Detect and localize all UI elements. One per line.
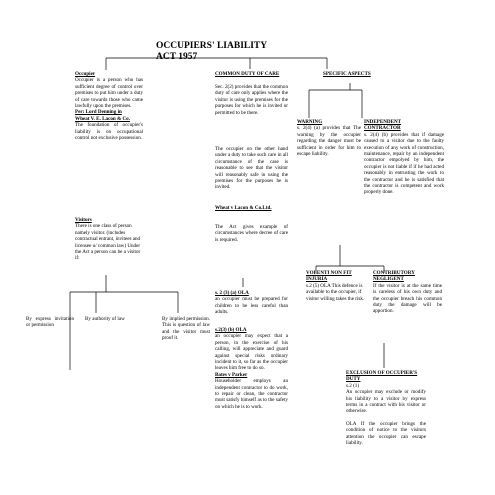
ola-calling-heading: s.2(3) (b) OLA [215, 327, 247, 333]
ola-children-heading: s. 2 (3) (a) OLA [215, 290, 249, 296]
title-line1: OCCUPIERS' LIABILITY [156, 41, 268, 51]
occupier-heading: Occupier [75, 71, 96, 77]
visitors-opt2: By authority of law [85, 316, 125, 322]
ola-children-section [215, 290, 288, 316]
exclusion-section [346, 370, 426, 446]
exclusion-body2: OLA If the occupier brings the condition of notice to the visitors attention the occupier can escape liability. [346, 420, 426, 447]
warning-heading: WARNING [297, 119, 323, 125]
exclusion-heading-line2: DUTY [346, 376, 361, 383]
occupier-body: Occupier is a person who has sufficient degree of control over premises to put him under a duty of care towards those who came lawfully upon the premises. [75, 77, 143, 110]
exclusion-heading-line1: EXCLUSION OF OCCUPIER'S [346, 370, 418, 376]
ola-calling-body: an occupier may expect that a person, in the exercise of his calling, will appreciate and guard against special risks ordinary incident to it, so far as the occupier leaves him free to do so. [215, 333, 288, 372]
common-duty-p3: The Act gives example of circumstances where decree of care is required. [215, 224, 288, 243]
common-duty-p2: The occupier on the other hand under a duty to take such care in all circumstance of the case is reasonable to see that the visitor will reasonably safe in using the premises for the purposes he is invited. [215, 146, 288, 191]
common-duty-case: Wheat v Lacon & Co.Ltd. [215, 205, 272, 211]
contributory-section [373, 270, 442, 315]
visitors-opt3: By implied permission. This is question of law and the visitor must proof it. [162, 316, 210, 342]
contributory-heading-line2: NEGLIGENT [373, 276, 404, 283]
volenti-body: s.2 (5) OLA This defence is available to the occupier, if visitor willing takes the risk. [306, 282, 365, 302]
specific-heading: SPECIFIC ASPECTS [323, 71, 371, 77]
warning-section [297, 119, 361, 157]
volenti-section [306, 270, 370, 302]
ola-calling-case: Bates v Parker [215, 371, 248, 378]
visitors-section [75, 217, 143, 262]
occupier-case-line1: Per: Lord Denning in [75, 109, 122, 116]
exclusion-body: An occupier may exclude or modify his liability to a visitor by express terms in a contract with his visitor or otherwise. [346, 389, 426, 415]
contractor-heading-line1: INDEPENDENT [364, 119, 402, 125]
occupier-body2: The foundation of occupier's liability is on occupational control not exclusive possession. [75, 122, 143, 142]
warning-body: s. 2(4) (a) provides that The warning by the occupier regarding the danger must be sufficient in order for him to escape liability. [297, 125, 361, 158]
volenti-heading-line1: VOLENTI NON FIT [306, 270, 352, 276]
occupier-section [75, 71, 143, 141]
contributory-body: If the visitor is at the same time is careless of his own duty and the occupier breach his common duty the damage will be apportion. [373, 282, 442, 315]
contractor-heading-line2: CONTRACTOR [364, 125, 401, 132]
visitors-heading: Visitors [75, 217, 92, 223]
contractor-body: s. 2(4) (b) provides that if damage caused to a visitor due to the faulty execution of any work of construction, maintenance, repair by an independent contractor empolyed by him, the occupier is not liable if if he had acted reasonably in entrusting the work to the contractor and he is satisfied that the contractor is competent and work properly done. [364, 131, 444, 196]
volenti-heading-line2: INJURIA [306, 276, 328, 283]
common-duty-heading: COMMON DUTY OF CARE [215, 71, 280, 77]
visitors-body: There is one class of person namely visitor. (includes contractual entrant, invitees and licensee u/ common law) Under the Act a person can be a visitor if: [75, 223, 141, 262]
exclusion-sub: s.2 (1) [346, 382, 360, 389]
common-duty-p1: Sec. 2(2) provides that the common duty of care only applies where the visitor is using the premises for the purposes for which he is invited or permitted to be there. [215, 84, 288, 116]
visitors-opt1: By express invitation or permission [26, 316, 74, 329]
page-title [156, 41, 267, 63]
contributory-heading-line1: CONTRIBUTORY [373, 270, 415, 276]
ola-calling-section [215, 327, 288, 410]
contractor-section [364, 119, 444, 196]
occupier-case-line2: Wheat V. E. Lacon & Co. [75, 115, 130, 122]
title-line2: ACT 1957 [156, 52, 198, 62]
ola-children-body: an occupier must be prepared for children to be less careful than adults. [215, 296, 288, 316]
ola-calling-body2: Householder employs an independent contractor to do work, to repair or clean, the contractor must satisfy himself as to the safety on which he is to work. [215, 378, 288, 410]
